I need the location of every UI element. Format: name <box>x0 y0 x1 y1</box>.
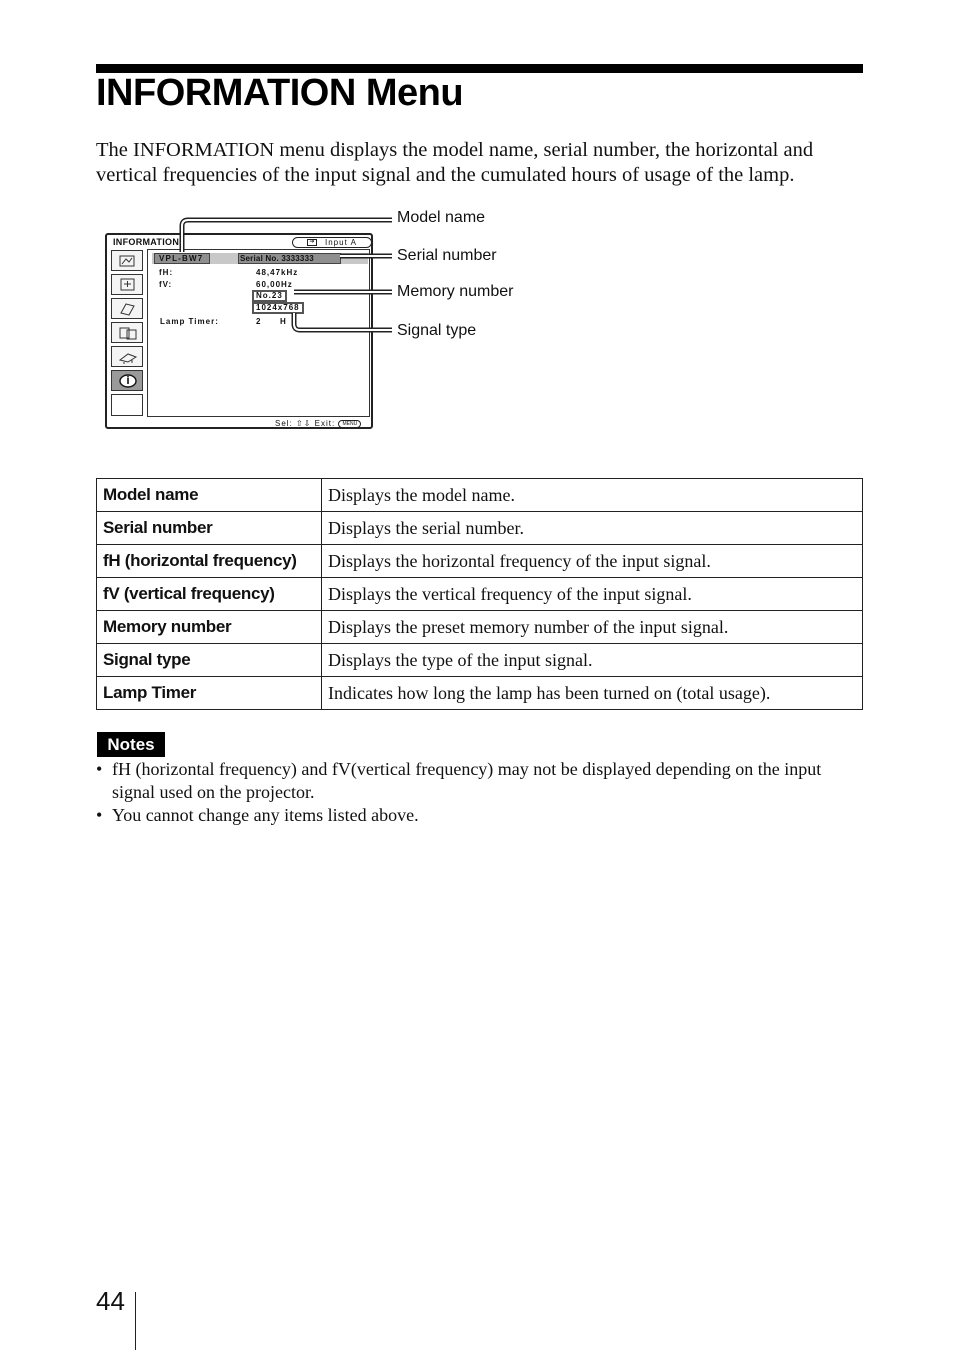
page-title: INFORMATION Menu <box>96 72 464 114</box>
row-label: fH (horizontal frequency) <box>97 545 322 578</box>
row-label: fV (vertical frequency) <box>97 578 322 611</box>
callout-leader-lines <box>0 0 954 470</box>
notes-badge: Notes <box>97 732 165 757</box>
row-description: Displays the preset memory number of the input signal. <box>322 611 863 644</box>
osd-lamp-label: Lamp Timer: <box>160 317 219 326</box>
osd-lamp-unit: H <box>280 317 287 326</box>
osd-footer-exit: Exit: <box>314 419 336 428</box>
information-table <box>96 478 863 710</box>
page-number-rule <box>135 1292 136 1350</box>
row-description: Displays the serial number. <box>322 512 863 545</box>
list-item: • You cannot change any items listed above. <box>96 804 866 827</box>
input-icon: ➔ <box>307 239 317 246</box>
table-row <box>97 512 863 545</box>
osd-memory-number: No.23 <box>252 290 287 302</box>
table-row <box>97 545 863 578</box>
row-label: Model name <box>97 479 322 512</box>
osd-menu-button-icon: MENU <box>338 420 361 428</box>
callout-serial-number: Serial number <box>397 247 497 264</box>
osd-fh-value: 48,47kHz <box>256 268 299 277</box>
up-down-arrows-icon: ⇧⇩ <box>296 419 312 428</box>
callout-signal-type: Signal type <box>397 322 477 339</box>
osd-signal-type: 1024x768 <box>252 302 304 314</box>
osd-model-name: VPL-BW7 <box>154 253 210 264</box>
table-row <box>97 677 863 710</box>
page-number: 44 <box>96 1286 125 1316</box>
table-row <box>97 611 863 644</box>
list-item: • fH (horizontal frequency) and fV(vertical frequency) may not be displayed depending on the input signal used on the projector. <box>96 758 866 804</box>
row-label: Signal type <box>97 644 322 677</box>
row-description: Indicates how long the lamp has been turned on (total usage). <box>322 677 863 710</box>
osd-fh-label: fH: <box>159 268 174 277</box>
row-description: Displays the model name. <box>322 479 863 512</box>
osd-fv-value: 60,00Hz <box>256 280 293 289</box>
osd-footer-sel: Sel: <box>275 419 293 428</box>
row-description: Displays the vertical frequency of the input signal. <box>322 578 863 611</box>
table-row <box>97 479 863 512</box>
osd-menu-title: INFORMATION <box>113 237 180 247</box>
intro-paragraph: The INFORMATION menu displays the model name, serial number, the horizontal and vertical frequencies of the input signal and the cumulated hours of usage of the lamp. <box>96 139 814 186</box>
osd-input-label: Input A <box>325 238 357 247</box>
osd-fv-label: fV: <box>159 280 173 289</box>
row-label: Serial number <box>97 512 322 545</box>
osd-lamp-value: 2 <box>256 317 262 326</box>
row-description: Displays the horizontal frequency of the input signal. <box>322 545 863 578</box>
row-description: Displays the type of the input signal. <box>322 644 863 677</box>
row-label: Memory number <box>97 611 322 644</box>
table-row <box>97 644 863 677</box>
table-row <box>97 578 863 611</box>
notes-list <box>96 758 866 827</box>
osd-serial-number: Serial No. 3333333 <box>238 253 341 264</box>
callout-model-name: Model name <box>397 209 486 226</box>
callout-memory-number: Memory number <box>397 283 514 300</box>
row-label: Lamp Timer <box>97 677 322 710</box>
